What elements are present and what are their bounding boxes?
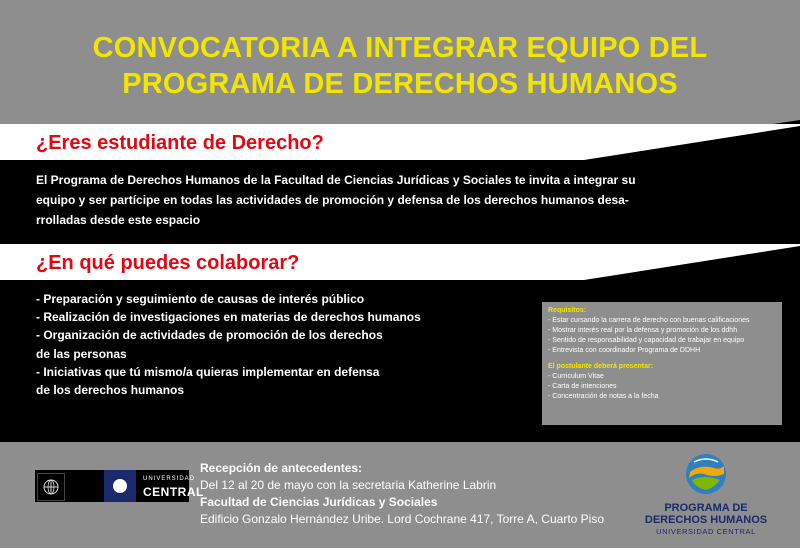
list-item: - Mostrar interés real por la defensa y promoción de los ddhh xyxy=(548,327,738,334)
list-item: - Estar cursando la carrera de derecho con buenas calificaciones xyxy=(548,317,750,324)
title-line-1: CONVOCATORIA A INTEGRAR EQUIPO DEL xyxy=(92,32,708,64)
page-title xyxy=(0,30,800,102)
reception-dates: Del 12 al 20 de mayo con la secretaria Katherine Labrin xyxy=(200,478,497,492)
list-item: - Curriculum Vitae xyxy=(548,373,604,380)
crest-icon xyxy=(37,473,65,501)
list-item: - Sentido de responsabilidad y capacidad de trabajar en equipo xyxy=(548,337,745,344)
list-item: - Organización de actividades de promoción de los derechos xyxy=(36,328,383,343)
intro-line-1: El Programa de Derechos Humanos de la Facultad de Ciencias Jurídicas y Sociales te invita a integrar su xyxy=(36,173,636,187)
intro-line-2: equipo y ser partícipe en todas las actividades de promoción y defensa de los derechos humanos desa- xyxy=(36,193,629,207)
list-item: de los derechos humanos xyxy=(36,383,185,398)
globe-icon xyxy=(684,452,728,496)
requirements-list xyxy=(548,316,776,356)
requirements-heading: Requisitos: xyxy=(548,307,587,314)
address: Edificio Gonzalo Hernández Uribe. Lord Cochrane 417, Torre A, Cuarto Piso xyxy=(200,512,604,526)
faculty-name: Facultad de Ciencias Jurídicas y Sociales xyxy=(200,495,438,509)
pdh-line-3: UNIVERSIDAD CENTRAL xyxy=(656,527,756,536)
requirements-box xyxy=(542,302,782,425)
programa-ddhh-logo xyxy=(636,452,776,548)
list-item: - Entrevista con coordinador Programa de DDHH xyxy=(548,347,701,354)
intro-line-3: rrolladas desde este espacio xyxy=(36,213,201,227)
reception-info xyxy=(200,460,604,528)
pdh-line-2: DERECHOS HUMANOS xyxy=(644,514,768,526)
question-heading-2: ¿En qué puedes colaborar? xyxy=(36,252,300,274)
pdh-line-1: PROGRAMA DE xyxy=(664,502,748,514)
list-item: - Realización de investigaciones en materias de derechos humanos xyxy=(36,310,421,325)
logo-circle-icon xyxy=(113,479,127,493)
list-item: - Iniciativas que tú mismo/a quieras implementar en defensa xyxy=(36,364,380,379)
documents-heading: El postulante deberá presentar: xyxy=(548,363,654,370)
universidad-central-logo xyxy=(35,470,204,502)
list-item: - Concentración de notas a la fecha xyxy=(548,393,659,400)
logo-big-text: CENTRAL xyxy=(143,485,204,499)
intro-paragraph xyxy=(36,170,636,230)
list-item: - Carta de intenciones xyxy=(548,383,617,390)
logo-small-text: UNIVERSIDAD xyxy=(143,476,196,482)
list-item: - Preparación y seguimiento de causas de interés público xyxy=(36,292,365,306)
title-line-2: PROGRAMA DE DERECHOS HUMANOS xyxy=(122,68,678,100)
reception-heading: Recepción de antecedentes: xyxy=(200,461,363,475)
collaboration-list xyxy=(36,290,421,399)
list-item: de las personas xyxy=(36,346,127,361)
question-heading-1: ¿Eres estudiante de Derecho? xyxy=(36,132,324,154)
documents-list xyxy=(548,372,776,402)
